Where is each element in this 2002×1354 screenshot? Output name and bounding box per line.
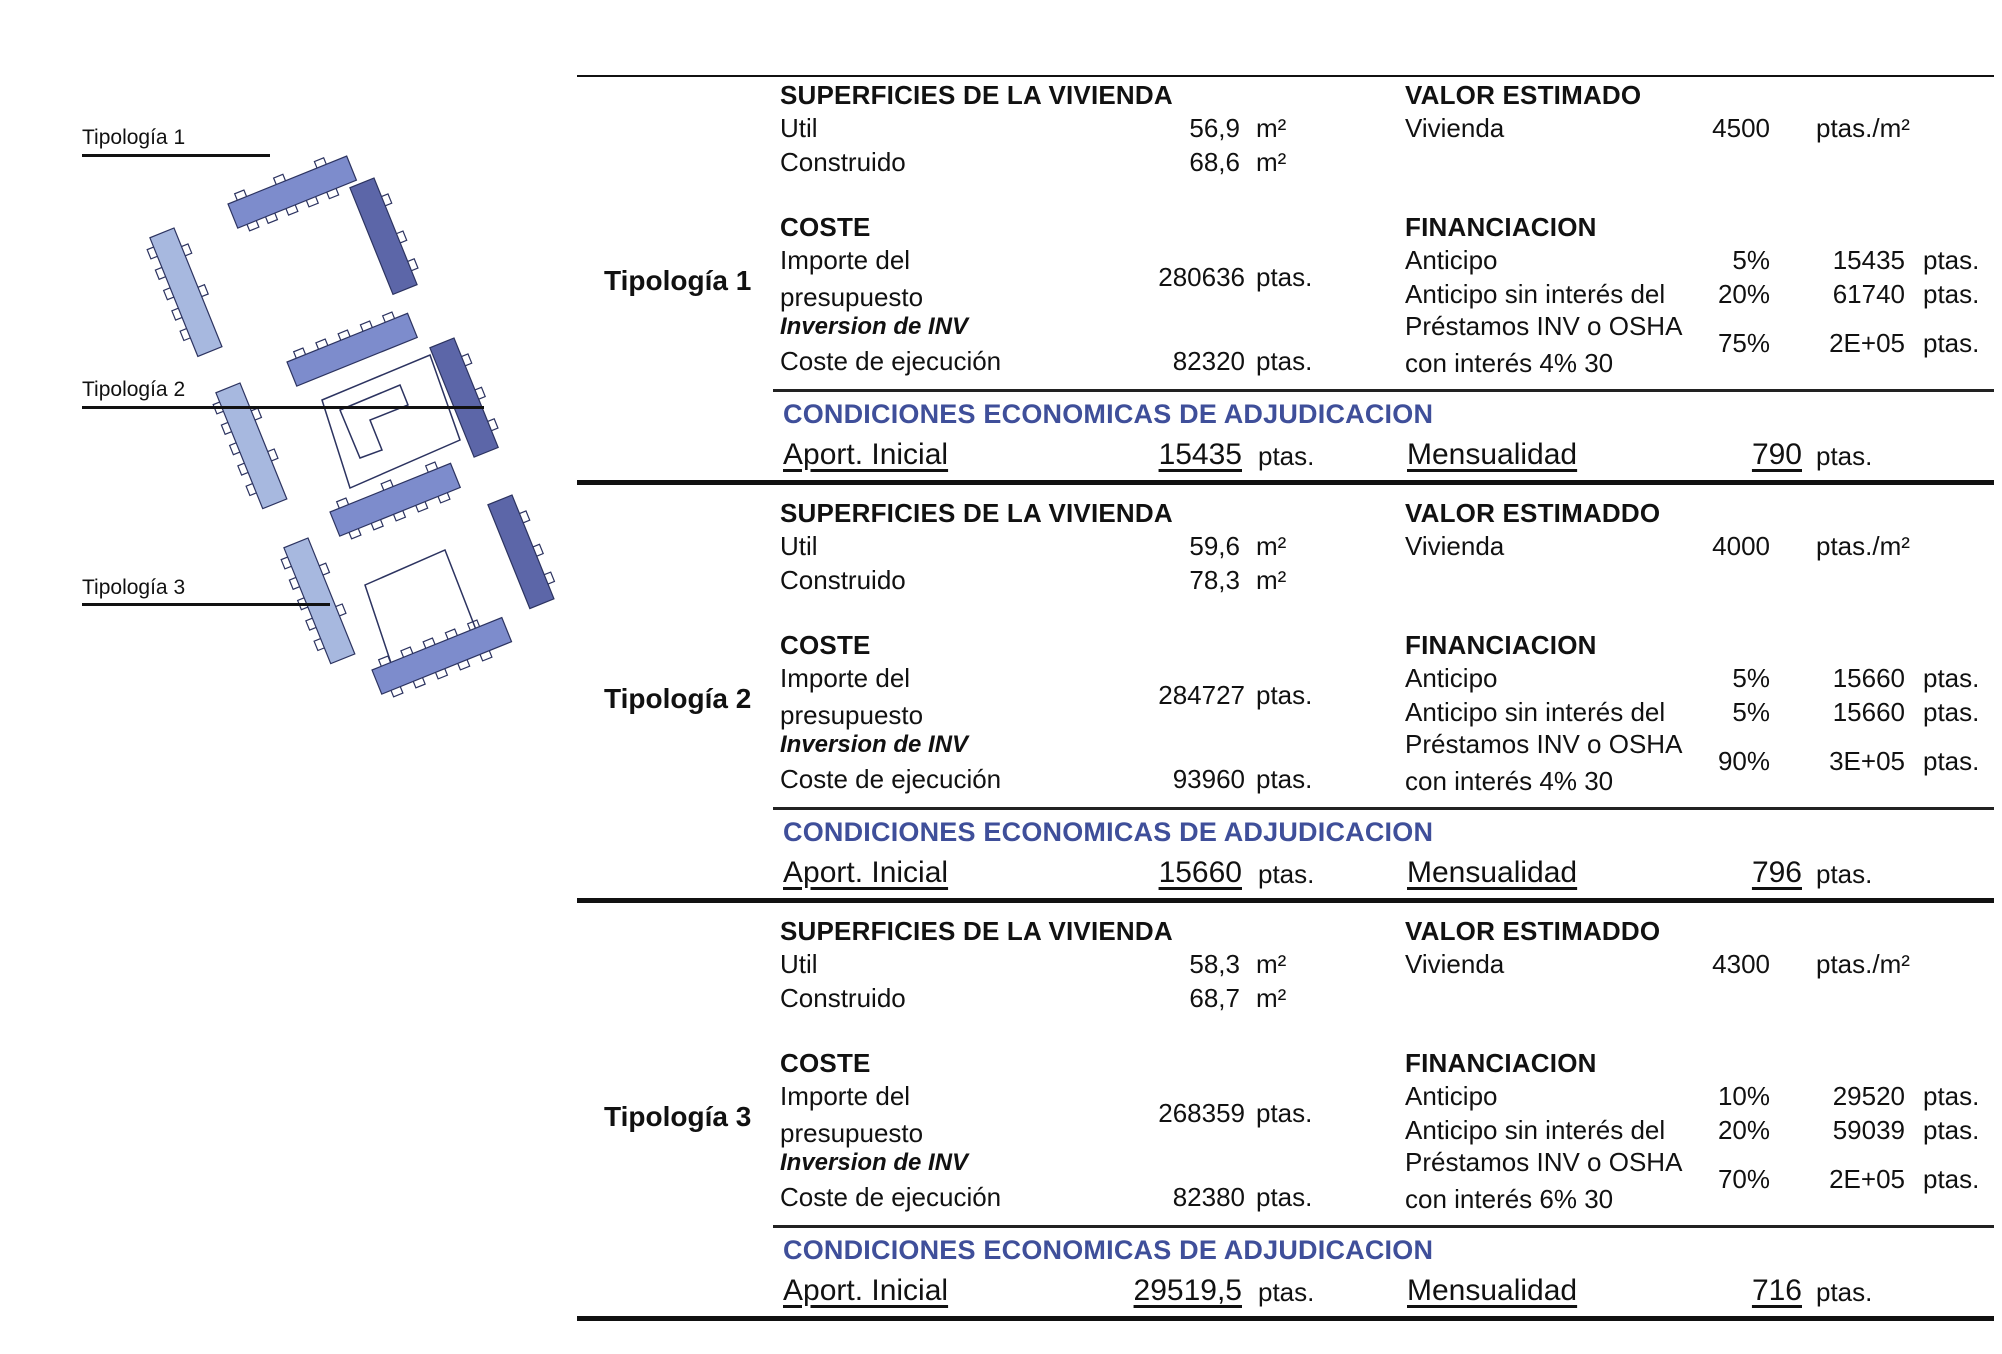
anticipo-unit: ptas. [1923,663,1980,693]
condiciones-rule [773,389,1994,392]
condiciones-rule [773,807,1994,810]
sin-interes-pct: 20% [1717,1115,1770,1145]
prestamos-pct: 75% [1717,328,1770,358]
construido-unit: m² [1256,147,1287,177]
sin-interes-pct: 5% [1732,697,1770,727]
sin-interes-unit: ptas. [1923,1115,1980,1145]
ejecucion-value: 82380 [1172,1182,1245,1212]
prestamos-pct: 90% [1717,746,1770,776]
aport-inicial-value: 15660 [1158,856,1242,889]
ejecucion-unit: ptas. [1256,764,1313,794]
prestamos-label-1: Préstamos INV o OSHA [1405,311,1683,341]
ejecucion-value: 82320 [1172,346,1245,376]
block-separator-2 [577,898,1994,903]
sin-interes-pct: 20% [1717,279,1770,309]
importe-value: 284727 [1158,680,1245,710]
condiciones-rule [773,1225,1994,1228]
vivienda-value: 4300 [1712,949,1770,979]
anticipo-unit: ptas. [1923,245,1980,275]
ejecucion-label: Coste de ejecución [780,346,1002,376]
importe-label-1: Importe del [780,1081,911,1111]
inversion-label: Inversion de INV [780,731,969,758]
construido-label: Construido [780,983,906,1013]
importe-unit: ptas. [1256,1098,1313,1128]
importe-value: 280636 [1158,262,1245,292]
construido-label: Construido [780,565,906,595]
anticipo-value: 15435 [1832,245,1905,275]
sin-interes-label: Anticipo sin interés del [1405,1115,1666,1145]
util-value: 56,9 [1189,113,1240,143]
sin-interes-value: 61740 [1832,279,1905,309]
construido-value: 68,7 [1189,983,1240,1013]
ejecucion-unit: ptas. [1256,1182,1313,1212]
superficies-title: SUPERFICIES DE LA VIVIENDA [780,80,1173,110]
vivienda-value: 4500 [1712,113,1770,143]
prestamos-value: 2E+05 [1829,328,1905,358]
importe-label-2: presupuesto [780,700,924,730]
prestamos-label-1: Préstamos INV o OSHA [1405,1147,1683,1177]
prestamos-label-1: Préstamos INV o OSHA [1405,729,1683,759]
coste-title: COSTE [780,630,871,660]
valor-title: VALOR ESTIMADDO [1405,916,1661,946]
prestamos-label-2: con interés 4% 30 [1405,348,1614,378]
vivienda-label: Vivienda [1405,531,1505,561]
prestamos-pct: 70% [1717,1164,1770,1194]
importe-label-2: presupuesto [780,1118,924,1148]
util-unit: m² [1256,113,1287,143]
financiacion-title: FINANCIACION [1405,212,1597,242]
sin-interes-unit: ptas. [1923,697,1980,727]
valor-title: VALOR ESTIMADDO [1405,498,1661,528]
mensualidad-unit: ptas. [1816,859,1873,889]
mensualidad-unit: ptas. [1816,441,1873,471]
vivienda-label: Vivienda [1405,113,1505,143]
importe-unit: ptas. [1256,680,1313,710]
vivienda-unit: ptas./m² [1816,113,1910,143]
prestamos-label-2: con interés 4% 30 [1405,766,1614,796]
mensualidad-value: 716 [1751,1274,1802,1307]
mensualidad-label: Mensualidad [1407,1274,1578,1307]
valor-title: VALOR ESTIMADO [1405,80,1642,110]
mensualidad-label: Mensualidad [1407,438,1578,471]
sin-interes-label: Anticipo sin interés del [1405,697,1666,727]
construido-value: 78,3 [1189,565,1240,595]
aport-inicial-label: Aport. Inicial [783,438,949,471]
vivienda-unit: ptas./m² [1816,949,1910,979]
prestamos-value: 3E+05 [1829,746,1905,776]
mensualidad-unit: ptas. [1816,1277,1873,1307]
typology-block-1 [0,0,2002,471]
financiacion-title: FINANCIACION [1405,630,1597,660]
inversion-label: Inversion de INV [780,313,969,340]
importe-label-2: presupuesto [780,282,924,312]
aport-inicial-unit: ptas. [1258,859,1315,889]
vivienda-unit: ptas./m² [1816,531,1910,561]
ejecucion-unit: ptas. [1256,346,1313,376]
prestamos-value: 2E+05 [1829,1164,1905,1194]
prestamos-unit: ptas. [1923,328,1980,358]
mensualidad-value: 790 [1751,438,1802,471]
prestamos-unit: ptas. [1923,746,1980,776]
construido-unit: m² [1256,983,1287,1013]
plan-label-tipologia-2: Tipología 2 [82,378,186,401]
anticipo-label: Anticipo [1405,663,1498,693]
mensualidad-label: Mensualidad [1407,856,1578,889]
anticipo-pct: 5% [1732,245,1770,275]
anticipo-label: Anticipo [1405,1081,1498,1111]
block-separator-1 [577,480,1994,485]
importe-unit: ptas. [1256,262,1313,292]
financiacion-title: FINANCIACION [1405,1048,1597,1078]
sin-interes-value: 15660 [1832,697,1905,727]
construido-unit: m² [1256,565,1287,595]
condiciones-title: CONDICIONES ECONOMICAS DE ADJUDICACION [783,1235,1434,1265]
construido-label: Construido [780,147,906,177]
util-unit: m² [1256,531,1287,561]
mensualidad-value: 796 [1751,856,1802,889]
coste-title: COSTE [780,212,871,242]
aport-inicial-value: 29519,5 [1133,1274,1242,1307]
aport-inicial-label: Aport. Inicial [783,856,949,889]
aport-inicial-value: 15435 [1158,438,1242,471]
util-unit: m² [1256,949,1287,979]
plan-label-tipologia-1: Tipología 1 [82,126,186,149]
ejecucion-value: 93960 [1172,764,1245,794]
typology-name: Tipología 3 [604,1101,752,1132]
aport-inicial-unit: ptas. [1258,1277,1315,1307]
importe-label-1: Importe del [780,245,911,275]
util-label: Util [780,949,818,979]
anticipo-value: 15660 [1832,663,1905,693]
typology-name: Tipología 2 [604,683,752,714]
util-value: 58,3 [1189,949,1240,979]
sin-interes-label: Anticipo sin interés del [1405,279,1666,309]
importe-value: 268359 [1158,1098,1245,1128]
sin-interes-unit: ptas. [1923,279,1980,309]
anticipo-pct: 5% [1732,663,1770,693]
sin-interes-value: 59039 [1832,1115,1905,1145]
importe-label-1: Importe del [780,663,911,693]
coste-title: COSTE [780,1048,871,1078]
anticipo-unit: ptas. [1923,1081,1980,1111]
anticipo-pct: 10% [1717,1081,1770,1111]
ejecucion-label: Coste de ejecución [780,764,1002,794]
anticipo-label: Anticipo [1405,245,1498,275]
anticipo-value: 29520 [1832,1081,1905,1111]
prestamos-label-2: con interés 6% 30 [1405,1184,1614,1214]
condiciones-title: CONDICIONES ECONOMICAS DE ADJUDICACION [783,399,1434,429]
prestamos-unit: ptas. [1923,1164,1980,1194]
table-bottom-rule [577,1316,1994,1321]
aport-inicial-unit: ptas. [1258,441,1315,471]
vivienda-value: 4000 [1712,531,1770,561]
util-label: Util [780,531,818,561]
superficies-title: SUPERFICIES DE LA VIVIENDA [780,498,1173,528]
util-label: Util [780,113,818,143]
condiciones-title: CONDICIONES ECONOMICAS DE ADJUDICACION [783,817,1434,847]
inversion-label: Inversion de INV [780,1149,969,1176]
ejecucion-label: Coste de ejecución [780,1182,1002,1212]
plan-label-tipologia-3: Tipología 3 [82,576,186,599]
aport-inicial-label: Aport. Inicial [783,1274,949,1307]
typology-name: Tipología 1 [604,265,752,296]
superficies-title: SUPERFICIES DE LA VIVIENDA [780,916,1173,946]
construido-value: 68,6 [1189,147,1240,177]
vivienda-label: Vivienda [1405,949,1505,979]
util-value: 59,6 [1189,531,1240,561]
